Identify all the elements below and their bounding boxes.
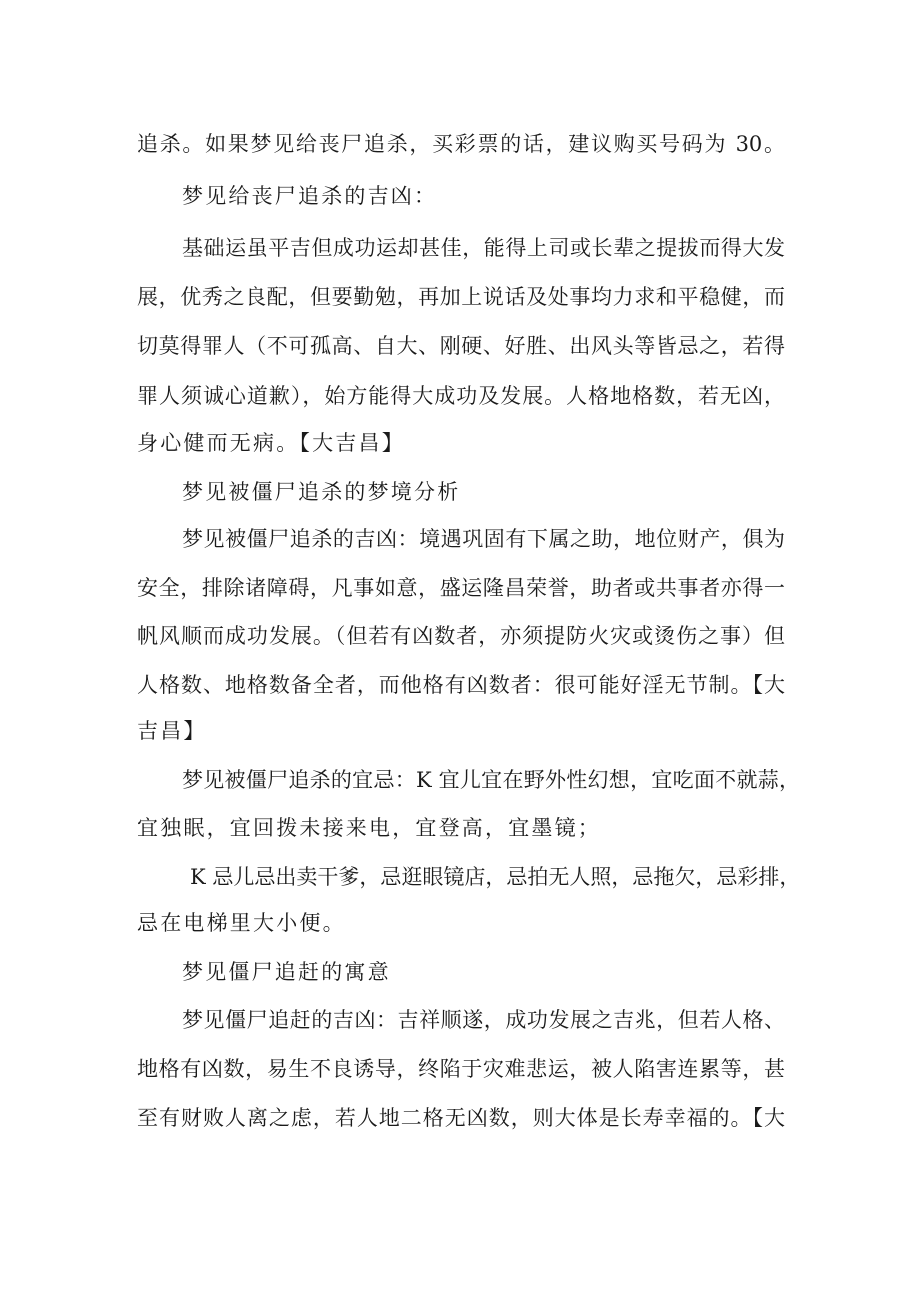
text-line: 地格有凶数，易生不良诱导，终陷于灾难悲运，被人陷害连累等，甚 [137,1057,785,1081]
text-line: 基础运虽平吉但成功运却甚佳，能得上司或长辈之提拔而得大发 [182,236,785,260]
text-line: 吉昌】 [137,719,207,743]
text-line: 帆风顺而成功发展。（但若有凶数者，亦须提防火灾或烫伤之事）但 [137,624,785,648]
text-line: 忌在电梯里大小便。 [137,911,346,935]
text-line: 身心健而无病。【大吉昌】 [137,431,405,455]
section-heading: 梦见被僵尸追杀的梦境分析 [182,480,461,504]
text-line: K 忌儿忌出卖干爹，忌逛眼镜店，忌拍无人照，忌拖欠，忌彩排， [190,865,801,889]
section-heading: 梦见僵尸追赶的寓意 [182,960,391,984]
text-line: 追杀。如果梦见给丧尸追杀，买彩票的话，建议购买号码为 30。 [137,132,785,156]
text-line: 切莫得罪人（不可孤高、自大、刚硬、好胜、出风头等皆忌之，若得 [137,334,785,358]
text-line: 安全，排除诸障碍，凡事如意，盛运隆昌荣誉，助者或共事者亦得一 [137,576,785,600]
text-line: 至有财败人离之虑，若人地二格无凶数，则大体是长寿幸福的。【大 [137,1106,785,1130]
text-line: 罪人须诚心道歉），始方能得大成功及发展。人格地格数，若无凶， [137,384,785,408]
text-line: 梦见被僵尸追杀的吉凶：境遇巩固有下属之助，地位财产，俱为 [182,527,785,551]
text-line: 展，优秀之良配，但要勤勉，再加上说话及处事均力求和平稳健，而 [137,285,785,309]
text-line: 宜独眠，宜回拨未接来电，宜登高，宜墨镜； [137,816,601,840]
text-line: 梦见被僵尸追杀的宜忌：K 宜儿宜在野外性幻想，宜吃面不就蒜， [182,768,800,792]
section-heading: 梦见给丧尸追杀的吉凶： [182,184,438,208]
text-line: 梦见僵尸追赶的吉凶：吉祥顺遂，成功发展之吉兆，但若人格、 [182,1008,785,1032]
text-line: 人格数、地格数备全者，而他格有凶数者：很可能好淫无节制。【大 [137,673,785,697]
